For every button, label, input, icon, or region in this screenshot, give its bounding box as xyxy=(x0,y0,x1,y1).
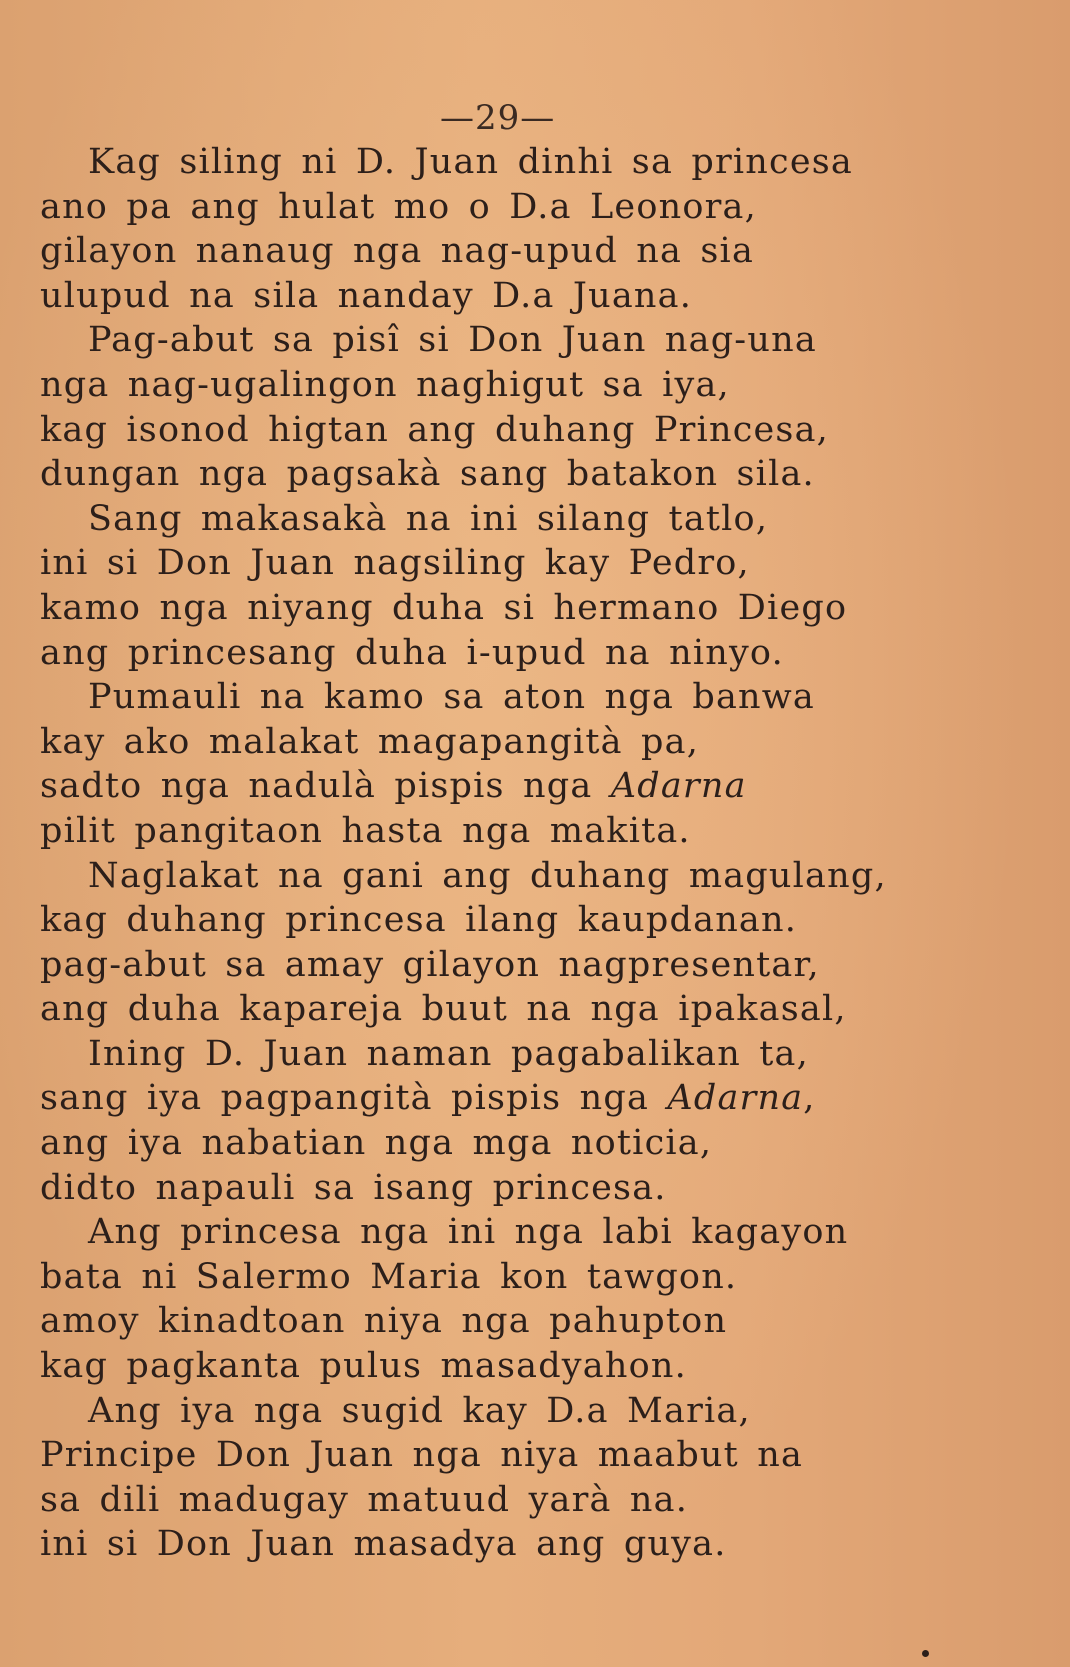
poem-line xyxy=(40,140,920,185)
poem-line xyxy=(40,452,920,497)
line-text: sadto nga nadulà pispis nga xyxy=(40,766,611,807)
poem-line xyxy=(40,1210,920,1255)
poem-line xyxy=(40,675,920,720)
line-text: pag-abut sa amay gilayon nagpresentar, xyxy=(40,944,820,985)
poem-line xyxy=(40,1032,920,1077)
line-text: ano pa ang hulat mo o D.a Leonora, xyxy=(40,186,757,227)
line-text: ang princesang duha i-upud na ninyo. xyxy=(40,632,784,673)
poem-line xyxy=(40,1344,920,1389)
poem-line xyxy=(40,1255,920,1300)
line-text: pilit pangitaon hasta nga makita. xyxy=(40,810,691,851)
line-text: kamo nga niyang duha si hermano Diego xyxy=(40,587,848,628)
line-text: didto napauli sa isang princesa. xyxy=(40,1167,667,1208)
line-text: ini si Don Juan nagsiling kay Pedro, xyxy=(40,543,750,584)
poem-line xyxy=(40,631,920,676)
poem-line xyxy=(40,1389,920,1434)
line-text: bata ni Salermo Maria kon tawgon. xyxy=(40,1256,738,1297)
line-text: Ang princesa nga ini nga labi kagayon xyxy=(88,1212,849,1253)
poem-line xyxy=(40,764,920,809)
poem-line xyxy=(40,541,920,586)
poem-line xyxy=(40,1522,920,1567)
line-text: Ang iya nga sugid kay D.a Maria, xyxy=(88,1390,751,1431)
line-text: dungan nga pagsakà sang batakon sila. xyxy=(40,454,815,495)
poem-line xyxy=(40,185,920,230)
poem-text xyxy=(40,140,920,1567)
poem-line xyxy=(40,1433,920,1478)
poem-line xyxy=(40,720,920,765)
line-text: nga nag-ugalingon naghigut sa iya, xyxy=(40,364,730,405)
line-text: ang duha kapareja buut na nga ipakasal, xyxy=(40,989,847,1030)
line-punctuation: , xyxy=(803,1078,816,1119)
poem-line xyxy=(40,586,920,631)
line-text: sang iya pagpangità pispis nga xyxy=(40,1078,668,1119)
line-text: Principe Don Juan nga niya maabut na xyxy=(40,1435,804,1476)
poem-line xyxy=(40,229,920,274)
page-number: —29— xyxy=(440,98,556,138)
line-text: Kag siling ni D. Juan dinhi sa princesa xyxy=(88,142,853,182)
line-text: Sang makasakà na ini silang tatlo, xyxy=(88,498,769,539)
line-text: Ining D. Juan naman pagabalikan ta, xyxy=(88,1033,809,1074)
poem-line xyxy=(40,1299,920,1344)
line-text: gilayon nanaug nga nag-upud na sia xyxy=(40,231,755,272)
poem-line xyxy=(40,318,920,363)
poem-line xyxy=(40,1076,920,1121)
line-text: kag isonod higtan ang duhang Princesa, xyxy=(40,409,829,450)
poem-line xyxy=(40,987,920,1032)
poem-line xyxy=(40,274,920,319)
line-text: kag duhang princesa ilang kaupdanan. xyxy=(40,900,798,941)
line-text: kag pagkanta pulus masadyahon. xyxy=(40,1346,687,1387)
line-text: Pag-abut sa pisî si Don Juan nag-una xyxy=(88,320,817,361)
italic-word: Adarna xyxy=(610,766,747,807)
line-text: ulupud na sila nanday D.a Juana. xyxy=(40,275,693,316)
poem-line xyxy=(40,497,920,542)
line-text: ang iya nabatian nga mga noticia, xyxy=(40,1123,713,1164)
line-text: Naglakat na gani ang duhang magulang, xyxy=(88,855,887,896)
poem-line xyxy=(40,1121,920,1166)
line-text: kay ako malakat magapangità pa, xyxy=(40,721,700,762)
poem-line xyxy=(40,363,920,408)
poem-line xyxy=(40,1166,920,1211)
poem-line xyxy=(40,809,920,854)
poem-line xyxy=(40,1478,920,1523)
ink-speck xyxy=(922,1650,929,1657)
line-text: amoy kinadtoan niya nga pahupton xyxy=(40,1301,728,1342)
line-text: Pumauli na kamo sa aton nga banwa xyxy=(88,677,815,718)
italic-word: Adarna xyxy=(667,1078,804,1119)
poem-line xyxy=(40,943,920,988)
line-text: ini si Don Juan masadya ang guya. xyxy=(40,1524,727,1565)
poem-line xyxy=(40,408,920,453)
poem-line xyxy=(40,854,920,899)
line-text: sa dili madugay matuud yarà na. xyxy=(40,1479,689,1520)
poem-line xyxy=(40,898,920,943)
